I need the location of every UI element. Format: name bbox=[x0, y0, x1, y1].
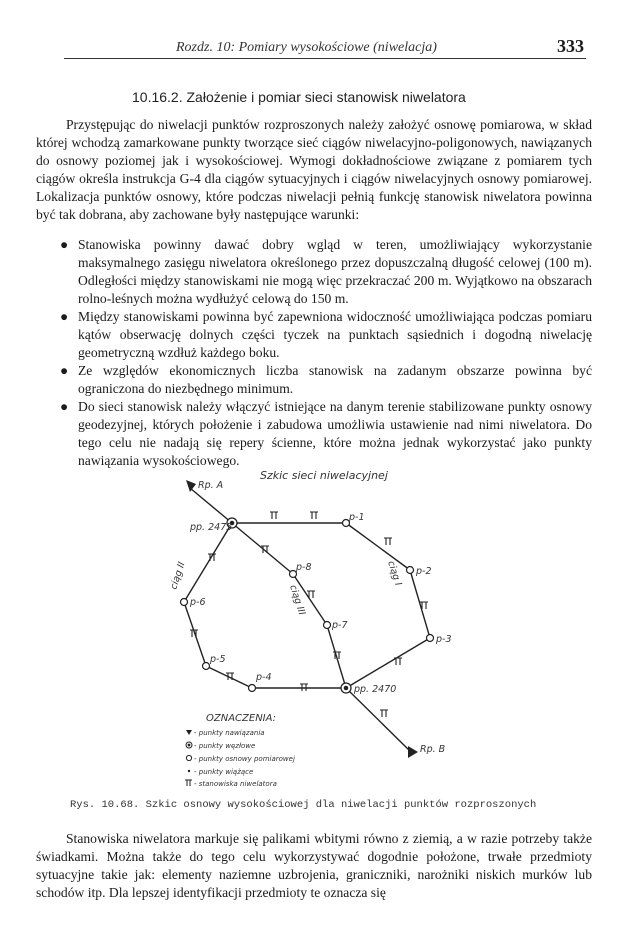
point-p3 bbox=[427, 635, 434, 642]
label-rp-b: Rp. B bbox=[420, 744, 446, 755]
node-pp2470 bbox=[341, 683, 351, 693]
label-p3: p-3 bbox=[436, 634, 452, 645]
figure-title: Szkic sieci niwelacyjnej bbox=[260, 469, 388, 482]
line-p5-p4 bbox=[206, 666, 252, 688]
label-p5: p-5 bbox=[210, 654, 226, 665]
list-item bbox=[36, 362, 592, 398]
station-icon bbox=[185, 780, 192, 786]
station-icon bbox=[380, 710, 388, 717]
legend-item: - punkty wiążące bbox=[194, 768, 254, 776]
line-p1-p2 bbox=[346, 523, 410, 570]
label-p2: p-2 bbox=[416, 566, 432, 577]
station-icon bbox=[270, 512, 278, 519]
label-ciag-2: ciąg II bbox=[168, 560, 188, 591]
bullet-icon: ● bbox=[60, 399, 69, 414]
header-rule bbox=[64, 58, 586, 59]
rp-a-triangle-icon bbox=[186, 480, 196, 492]
list-item-text: Między stanowiskami powinna być zapewniona widoczność umożliwiająca podczas pomiaru kątów obserwację dolnych części tyczek na punktach sąsiednich i dogodną niwelację geometryczną wzdłuż każdego boku. bbox=[78, 309, 592, 360]
network-sketch-figure bbox=[150, 462, 490, 792]
running-title: Rozdz. 10: Pomiary wysokościowe (niwelacja) bbox=[176, 40, 437, 55]
legend-item: - punkty osnowy pomiarowej bbox=[194, 755, 295, 763]
dot-icon bbox=[188, 770, 190, 772]
list-item-text: Do sieci stanowisk należy włączyć istniejące na danym terenie stabilizowane punkty osnowy geodezyjnej, których położenie i zabudowa umożliwia ustawienie nad nimi niwelatora. Do tego celu nie nadają się repery ścienne, które można jednak wykorzystać jako punkty nawiązania wysokościowego. bbox=[78, 399, 592, 468]
station-icon bbox=[261, 546, 269, 553]
label-pp2470: pp. 2470 bbox=[354, 684, 397, 695]
bullet-icon: ● bbox=[60, 363, 69, 378]
label-ciag-1: ciąg I bbox=[385, 559, 404, 588]
double-circle-icon bbox=[186, 742, 192, 748]
list-item-text: Ze względów ekonomicznych liczba stanowisk na zadanym obszarze powinna być ograniczona do niezbędnego minimum. bbox=[78, 363, 592, 396]
label-p7: p-7 bbox=[332, 620, 348, 631]
label-p1: p-1 bbox=[349, 512, 365, 523]
point-p7 bbox=[324, 622, 331, 629]
label-p8: p-8 bbox=[296, 562, 312, 573]
point-p4 bbox=[249, 685, 256, 692]
line-2475-rpa bbox=[190, 488, 232, 523]
label-p4: p-4 bbox=[256, 672, 272, 683]
station-icon bbox=[384, 538, 392, 545]
closing-paragraph: Stanowiska niwelatora markuje się palikami wbitymi równo z ziemią, a w razie potrzeby także świadkami. Można także do tego celu wykorzystywać dogodnie położone, trwałe przedmioty sytuacyjne takie jak: elementy naziemne uzbrojenia, graniczniki, narożniki niskich murków lub schodów itp. Dla lepszej identyfikacji przedmioty te oznacza się bbox=[36, 831, 592, 900]
line-p3-2470 bbox=[346, 638, 430, 688]
line-p2-p3 bbox=[410, 570, 430, 638]
legend-title: OZNACZENIA: bbox=[206, 713, 277, 724]
label-rp-a: Rp. A bbox=[198, 480, 224, 491]
triangle-icon bbox=[186, 730, 192, 735]
line-p6-p5 bbox=[184, 602, 206, 666]
circle-icon bbox=[186, 755, 191, 760]
section-title: 10.16.2. Założenie i pomiar sieci stanowisk niwelatora bbox=[132, 89, 466, 105]
list-item bbox=[36, 398, 592, 470]
line-p7-2470 bbox=[327, 625, 346, 688]
network-sketch bbox=[150, 462, 490, 792]
label-pp2475: pp. 2475 bbox=[190, 522, 233, 533]
line-2475-p6 bbox=[184, 523, 232, 602]
point-p2 bbox=[407, 567, 414, 574]
list-item-text: Stanowiska powinny dawać dobry wgląd w teren, umożliwiający wykorzystanie maksymalnego zasięgu niwelatora określonego przez dopuszczalną długość celowej (100 m). Odległości między stanowiskami nie mogą więc przekraczać 200 m. Wyjątkowo na obszarach rolno-leśnych można wydłużyć celową do 150 m. bbox=[78, 237, 592, 306]
legend-item: - punkty węzłowe bbox=[194, 742, 256, 750]
bullet-icon: ● bbox=[60, 237, 69, 252]
legend-item: - stanowiska niwelatora bbox=[194, 780, 277, 788]
page-header bbox=[0, 34, 640, 62]
list-item bbox=[36, 308, 592, 362]
point-p5 bbox=[203, 663, 210, 670]
label-p6: p-6 bbox=[190, 597, 206, 608]
list-item bbox=[36, 236, 592, 308]
intro-paragraph: Przystępując do niwelacji punktów rozproszonych należy założyć osnowę pomiarowa, w skład której wchodzą zamarkowane punkty tworzące sieć ciągów niwelacyjno-poligonowych, nawiązanych do osnowy poziomej jak i wysokościowej. Wymogi dokładnościowe związane z pomiarem tych ciągów określa instrukcja G-4 dla ciągów sytuacyjnych i ciągów niwelacyjnych osnowy pomiarowej. Lokalizacja punktów osnowy, które podczas niwelacji pełnią funkcję stanowisk niwelatora powinna być tak dobrana, aby zachowane były następujące warunki: bbox=[36, 117, 592, 222]
bullet-icon: ● bbox=[60, 309, 69, 324]
station-icon bbox=[310, 512, 318, 519]
legend bbox=[185, 713, 295, 788]
conditions-list bbox=[36, 236, 592, 470]
point-p6 bbox=[181, 599, 188, 606]
label-ciag-3: ciąg III bbox=[287, 583, 308, 617]
legend-item: - punkty nawiązania bbox=[194, 729, 265, 737]
rp-b-triangle-icon bbox=[408, 746, 418, 758]
line-2470-rpb bbox=[346, 688, 412, 753]
page-number: 333 bbox=[557, 36, 584, 56]
figure-caption: Rys. 10.68. Szkic osnowy wysokościowej dla niwelacji punktów rozproszonych bbox=[70, 799, 537, 811]
